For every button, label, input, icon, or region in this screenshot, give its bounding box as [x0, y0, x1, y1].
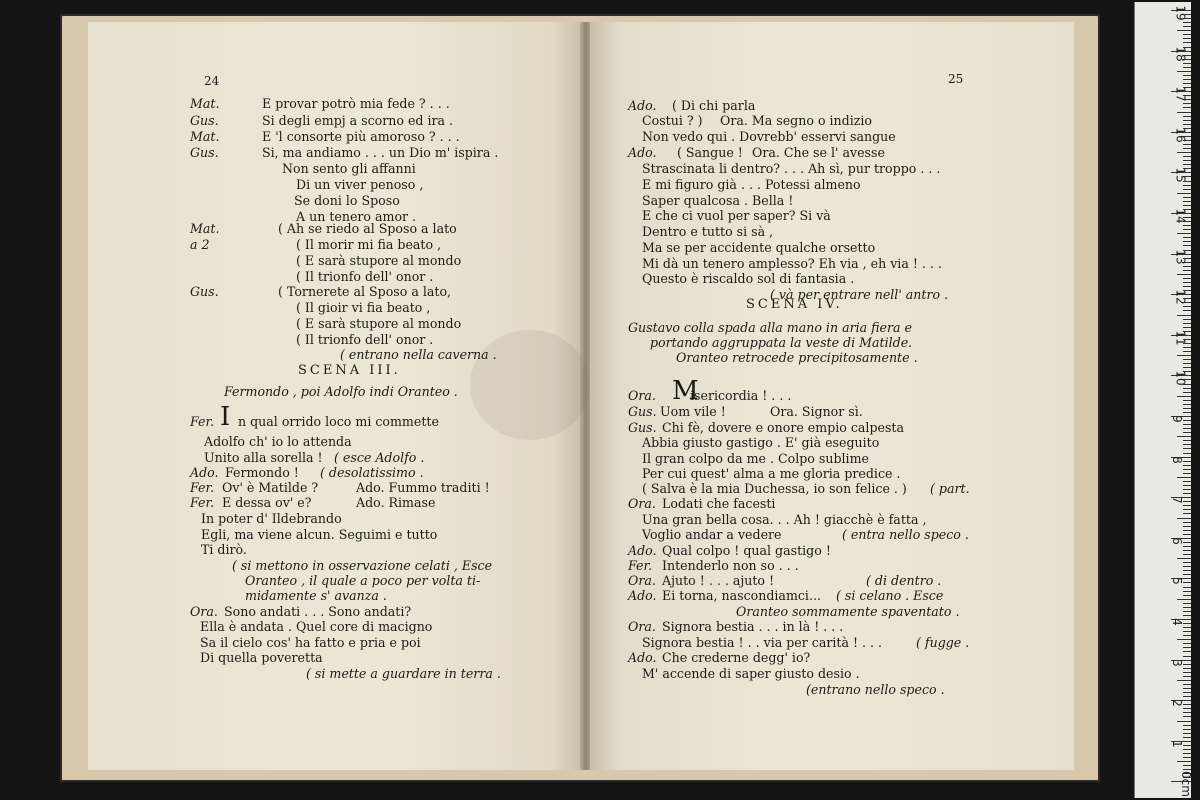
- dialogue-line-line: Ella è andata . Quel core di macigno: [200, 619, 433, 634]
- ruler-tick: [1183, 562, 1191, 563]
- ruler-tick: [1183, 367, 1191, 368]
- ruler-label: 8: [1169, 455, 1184, 464]
- dialogue-line-speaker: Ora.: [190, 604, 218, 619]
- ruler-label: 4: [1169, 618, 1184, 626]
- ruler-tick: [1177, 274, 1191, 275]
- ruler-tick: [1183, 327, 1191, 328]
- ruler-tick: [1183, 144, 1191, 145]
- ruler-tick: [1183, 603, 1191, 604]
- dialogue-line-line: Ei torna, nascondiamci...: [662, 588, 821, 603]
- verse-line-line: Ma se per accidente qualche orsetto: [642, 240, 876, 255]
- dialogue-line-line: M' accende di saper giusto desio .: [642, 666, 860, 681]
- ruler-tick: [1183, 708, 1191, 709]
- ruler-tick: [1183, 404, 1191, 405]
- dialogue-line-line: In poter d' Ildebrando: [201, 511, 342, 526]
- ruler-tick: [1183, 63, 1191, 64]
- dialogue-line-line: Uom vile !: [660, 404, 726, 419]
- ruler-tick: [1183, 465, 1191, 466]
- ruler-label: 13: [1173, 248, 1188, 265]
- page-number: 25: [948, 72, 964, 86]
- ruler-tick: [1183, 493, 1191, 494]
- ruler-tick: [1183, 241, 1191, 242]
- dialogue-line-line: Ov' è Matilde ?: [222, 480, 319, 495]
- ruler-tick: [1183, 615, 1191, 616]
- ruler-tick: [1183, 22, 1191, 23]
- ruler-tick: [1183, 635, 1191, 636]
- dialogue-line-line: Signora bestia ! . . via per carità ! . . .: [642, 635, 883, 650]
- dialogue-line-line: E dessa ov' e?: [222, 495, 312, 510]
- verse-line-speaker: Mat.: [190, 221, 220, 236]
- dialogue-line-speaker: Fer.: [190, 495, 215, 510]
- dialogue-line-line: Egli, ma viene alcun. Seguimi e tutto: [201, 527, 438, 542]
- ruler-tick: [1183, 420, 1191, 421]
- ruler-tick: [1183, 753, 1191, 754]
- verse-line-line: ( entrano nella caverna .: [340, 347, 497, 362]
- scene-description: Fermondo , poi Adolfo indi Oranteo .: [224, 384, 458, 399]
- ruler-tick: [1183, 156, 1191, 157]
- verse-line-line: ( Di chi parla: [672, 98, 756, 113]
- ruler-label: 17: [1173, 86, 1188, 102]
- ruler-tick: [1183, 513, 1191, 514]
- ruler-tick: [1183, 319, 1191, 320]
- ruler-tick: [1183, 676, 1191, 677]
- ruler-tick: [1183, 611, 1191, 612]
- ruler-tick: [1183, 197, 1191, 198]
- ruler-tick: [1183, 310, 1191, 311]
- ruler-tick: [1183, 591, 1191, 592]
- ruler-label: 14: [1173, 208, 1188, 224]
- dialogue-line-line: Ado. Fummo traditi !: [356, 480, 490, 495]
- page-number: 24: [204, 74, 220, 88]
- ruler-tick: [1177, 477, 1191, 478]
- verse-line-speaker: a 2: [190, 237, 210, 252]
- ruler-tick: [1183, 225, 1191, 226]
- verse-line-speaker: Ado.: [628, 98, 657, 113]
- ruler-label: 7: [1169, 496, 1184, 505]
- verse-line-line: ( E sarà stupore al mondo: [296, 316, 462, 331]
- ruler-tick: [1183, 473, 1191, 474]
- dialogue-line-speaker: Ora.: [628, 573, 656, 588]
- ruler-tick: [1183, 103, 1191, 104]
- ruler-tick: [1183, 461, 1191, 462]
- dialogue-line-line: Voglio andar a vedere: [642, 527, 782, 542]
- dialogue-line-line: Di quella poveretta: [200, 650, 323, 665]
- verse-line-speaker: Gus.: [190, 113, 219, 128]
- dialogue-line-line: ( di dentro .: [866, 573, 942, 588]
- verse-line-line: Questo è riscaldo sol di fantasia .: [642, 271, 855, 286]
- ruler-tick: [1177, 639, 1191, 640]
- ruler-tick: [1183, 607, 1191, 608]
- dialogue-line-line: Per cui quest' alma a me gloria predice .: [642, 466, 901, 481]
- verse-line-speaker: Mat.: [190, 129, 220, 144]
- verse-line-line: ( Il trionfo dell' onor .: [296, 332, 434, 347]
- dialogue-line-line: midamente s' avanza .: [245, 588, 387, 603]
- ruler-tick: [1183, 546, 1191, 547]
- ruler-tick: [1183, 237, 1191, 238]
- dialogue-line-speaker: Fer.: [628, 558, 653, 573]
- ruler-tick: [1177, 112, 1191, 113]
- verse-line-line: Si degli empj a scorno ed ira .: [262, 113, 454, 128]
- verse-line-line: ( Il gioir vi fia beato ,: [296, 300, 431, 315]
- ruler-tick: [1177, 680, 1191, 681]
- verse-line-line: E che ci vuol per saper? Si và: [642, 208, 831, 223]
- dialogue-line-speaker: Ado.: [190, 465, 219, 480]
- ruler-tick: [1177, 233, 1191, 234]
- ruler-tick: [1183, 688, 1191, 689]
- dialogue-line-drop-cap: M: [672, 376, 699, 406]
- ruler-label: 9: [1169, 415, 1184, 423]
- ruler-tick: [1183, 282, 1191, 283]
- ruler-tick: [1183, 469, 1191, 470]
- ruler-tick: [1183, 627, 1191, 628]
- dialogue-line-speaker: Gus.: [628, 404, 657, 419]
- verse-line-line: E provar potrò mia fede ? . . .: [262, 96, 450, 111]
- dialogue-line-speaker: Ado.: [628, 543, 657, 558]
- ruler-tick: [1183, 201, 1191, 202]
- verse-line-line: Non vedo qui . Dovrebb' esservi sangue: [642, 129, 896, 144]
- ruler-tick: [1183, 725, 1191, 726]
- ruler-tick: [1183, 542, 1191, 543]
- ruler-tick: [1183, 453, 1191, 454]
- ruler-tick: [1183, 664, 1191, 665]
- ruler-tick: [1183, 692, 1191, 693]
- ruler-tick: [1183, 120, 1191, 121]
- ruler-tick: [1183, 424, 1191, 425]
- dialogue-line-line: isericordia ! . . .: [690, 388, 792, 403]
- dialogue-line-line: Che crederne degg' io?: [662, 650, 811, 665]
- ruler-tick: [1183, 359, 1191, 360]
- ruler-tick: [1177, 355, 1191, 356]
- ruler-tick: [1183, 643, 1191, 644]
- ruler-tick: [1183, 566, 1191, 567]
- dialogue-line-line: ( si mette a guardare in terra .: [306, 666, 501, 681]
- ruler-tick: [1183, 148, 1191, 149]
- ruler-tick: [1183, 530, 1191, 531]
- ruler-tick: [1183, 38, 1191, 39]
- verse-line-line: Costui ? ): [642, 113, 703, 128]
- dialogue-line-line: ( fugge .: [916, 635, 970, 650]
- verse-line-speaker: Gus.: [190, 284, 219, 299]
- verse-line-line: ( Il trionfo dell' onor .: [296, 269, 434, 284]
- dialogue-line-line: Qual colpo ! qual gastigo !: [662, 543, 831, 558]
- ruler-tick: [1183, 757, 1191, 758]
- verse-line-line: A un tenero amor .: [296, 209, 417, 224]
- ruler-label: 2: [1169, 699, 1184, 708]
- ruler-tick: [1183, 631, 1191, 632]
- verse-line-line: Dentro e tutto si sà ,: [642, 224, 774, 239]
- ruler-tick: [1183, 570, 1191, 571]
- dialogue-line-line: Intenderlo non so . . .: [662, 558, 799, 573]
- ruler-tick: [1183, 729, 1191, 730]
- ruler-tick: [1183, 481, 1191, 482]
- dialogue-line-speaker: Ora.: [628, 388, 656, 403]
- ruler-tick: [1183, 412, 1191, 413]
- ruler-tick: [1183, 400, 1191, 401]
- ruler-tick: [1183, 185, 1191, 186]
- dialogue-line-drop-cap: I: [220, 402, 231, 432]
- ruler-tick: [1177, 761, 1191, 762]
- ruler-tick: [1183, 444, 1191, 445]
- ruler-tick: [1177, 30, 1191, 31]
- verse-line-speaker: Gus.: [190, 145, 219, 160]
- dialogue-line-line: ( esce Adolfo .: [334, 450, 425, 465]
- ruler-tick: [1183, 574, 1191, 575]
- dialogue-line-line: Ora. Signor sì.: [770, 404, 863, 419]
- ruler-tick: [1183, 229, 1191, 230]
- ruler-label: 1: [1169, 739, 1184, 748]
- ruler-tick: [1183, 716, 1191, 717]
- dialogue-line-speaker: Ado.: [628, 650, 657, 665]
- ruler-tick: [1183, 668, 1191, 669]
- scene-description: Gustavo colla spada alla mano in aria fiera e: [628, 320, 912, 335]
- dialogue-line-speaker: Ora.: [628, 619, 656, 634]
- dialogue-line-line: Fermondo !: [225, 465, 299, 480]
- ruler-tick: [1177, 721, 1191, 722]
- dialogue-line-line: Abbia giusto gastigo . E' già eseguito: [642, 435, 880, 450]
- ruler-tick: [1183, 67, 1191, 68]
- ruler-tick: [1183, 286, 1191, 287]
- dialogue-line-line: Ti dirò.: [201, 542, 247, 557]
- ruler-label: 0cm: [1178, 771, 1193, 798]
- dialogue-line-line: (entrano nello speco .: [806, 682, 945, 697]
- dialogue-line-line: Sa il cielo cos' ha fatto e pria e poi: [200, 635, 421, 650]
- ruler-tick: [1183, 550, 1191, 551]
- ruler-tick: [1177, 558, 1191, 559]
- ruler-tick: [1183, 745, 1191, 746]
- ruler-tick: [1183, 75, 1191, 76]
- ruler-tick: [1183, 408, 1191, 409]
- ruler-tick: [1183, 347, 1191, 348]
- dialogue-line-line: Ajuto ! . . . ajuto !: [662, 573, 775, 588]
- ruler-tick: [1177, 152, 1191, 153]
- ruler-tick: [1183, 704, 1191, 705]
- ruler-tick: [1183, 522, 1191, 523]
- ruler-tick: [1183, 582, 1191, 583]
- verse-line-line: Di un viver penoso ,: [296, 177, 424, 192]
- verse-line-line: ( Tornerete al Sposo a lato,: [278, 284, 452, 299]
- verse-line-line: ( Ah se riedo al Sposo a lato: [278, 221, 457, 236]
- ruler-label: 19: [1173, 5, 1188, 21]
- verse-line-line: E mi figuro già . . . Potessi almeno: [642, 177, 861, 192]
- dialogue-line-speaker: Fer.: [190, 480, 215, 495]
- ruler-tick: [1183, 737, 1191, 738]
- ruler-label: 11: [1173, 330, 1188, 346]
- ruler-tick: [1183, 266, 1191, 267]
- dialogue-line-line: Oranteo , il quale a poco per volta ti-: [245, 573, 481, 588]
- ruler-tick: [1183, 83, 1191, 84]
- dialogue-line-line: Sono andati . . . Sono andati?: [224, 604, 412, 619]
- dialogue-line-line: ( si celano . Esce: [836, 588, 944, 603]
- ruler-tick: [1183, 432, 1191, 433]
- measurement-ruler: [1134, 2, 1191, 798]
- dialogue-line-line: Chi fè, dovere e onore empio calpesta: [662, 420, 904, 435]
- verse-line-line: ( Sangue !: [677, 145, 743, 160]
- ruler-tick: [1183, 733, 1191, 734]
- dialogue-line-speaker: Ado.: [628, 588, 657, 603]
- verse-line-line: Strascinata li dentro? . . . Ah sì, pur troppo . . .: [642, 161, 941, 176]
- ruler-tick: [1183, 388, 1191, 389]
- ruler-tick: [1183, 672, 1191, 673]
- verse-line-line: Mi dà un tenero amplesso? Eh via , eh via ! . . .: [642, 256, 942, 271]
- ruler-tick: [1177, 315, 1191, 316]
- ruler-tick: [1183, 647, 1191, 648]
- dialogue-line-speaker: Ora.: [628, 496, 656, 511]
- dialogue-line-line: ( Salva è la mia Duchessa, io son felice . ): [642, 481, 907, 496]
- ruler-tick: [1183, 440, 1191, 441]
- ruler-tick: [1183, 534, 1191, 535]
- ruler-tick: [1183, 684, 1191, 685]
- dialogue-line-speaker: Fer.: [190, 414, 215, 429]
- ruler-tick: [1183, 749, 1191, 750]
- ruler-tick: [1183, 116, 1191, 117]
- ruler-label: 3: [1169, 658, 1184, 667]
- ruler-label: 12: [1173, 289, 1188, 305]
- dialogue-line-line: Lodati che facesti: [662, 496, 776, 511]
- dialogue-line-line: Signora bestia . . . in là ! . . .: [662, 619, 844, 634]
- ruler-tick: [1183, 278, 1191, 279]
- verse-line-line: Se doni lo Sposo: [294, 193, 400, 208]
- ruler-tick: [1183, 34, 1191, 35]
- ruler-tick: [1183, 448, 1191, 449]
- ruler-tick: [1183, 189, 1191, 190]
- ruler-tick: [1183, 554, 1191, 555]
- ruler-tick: [1183, 587, 1191, 588]
- ruler-tick: [1177, 599, 1191, 600]
- ruler-tick: [1177, 396, 1191, 397]
- ruler-tick: [1183, 623, 1191, 624]
- verse-line-line: Saper qualcosa . Bella !: [642, 193, 794, 208]
- ruler-tick: [1183, 509, 1191, 510]
- ruler-tick: [1183, 595, 1191, 596]
- ruler-label: 18: [1173, 45, 1188, 62]
- ruler-tick: [1183, 656, 1191, 657]
- ruler-tick: [1183, 505, 1191, 506]
- dialogue-line-line: ( desolatissimo .: [320, 465, 424, 480]
- verse-line-line: Ora. Ma segno o indizio: [720, 113, 872, 128]
- ruler-tick: [1183, 712, 1191, 713]
- ruler-tick: [1183, 323, 1191, 324]
- ruler-tick: [1183, 392, 1191, 393]
- ruler-label: 5: [1169, 577, 1184, 586]
- scene-title: SCENA III.: [298, 363, 401, 378]
- ruler-label: 16: [1173, 127, 1188, 143]
- ruler-tick: [1183, 651, 1191, 652]
- verse-line-line: ( E sarà stupore al mondo: [296, 253, 462, 268]
- scene-description: Oranteo retrocede precipitosamente .: [676, 350, 918, 365]
- ruler-tick: [1177, 436, 1191, 437]
- ruler-tick: [1177, 518, 1191, 519]
- ruler-tick: [1183, 501, 1191, 502]
- verse-line-line: Ora. Che se l' avesse: [752, 145, 885, 160]
- dialogue-line-line: ( si mettono in osservazione celati , Esce: [232, 558, 493, 573]
- dialogue-line-line: ( part.: [930, 481, 970, 496]
- verse-line-line: ( và per entrare nell' antro .: [770, 287, 949, 302]
- dialogue-line-line: ( entra nello speco .: [842, 527, 969, 542]
- ruler-tick: [1183, 489, 1191, 490]
- ruler-tick: [1183, 270, 1191, 271]
- dialogue-line-line: Oranteo sommamente spaventato .: [736, 604, 960, 619]
- ruler-tick: [1177, 71, 1191, 72]
- verse-line-line: Non sento gli affanni: [282, 161, 416, 176]
- scene-description: portando aggruppata la veste di Matilde.: [650, 335, 913, 350]
- ruler-tick: [1183, 351, 1191, 352]
- dialogue-line-line: Unito alla sorella !: [204, 450, 323, 465]
- ruler-tick: [1183, 42, 1191, 43]
- verse-line-line: E 'l consorte più amoroso ? . . .: [262, 129, 460, 144]
- verse-line-line: ( Il morir mi fia beato ,: [296, 237, 442, 252]
- ruler-tick: [1183, 160, 1191, 161]
- ruler-tick: [1183, 26, 1191, 27]
- dialogue-line-line: Adolfo ch' io lo attenda: [204, 434, 352, 449]
- ruler-tick: [1183, 363, 1191, 364]
- ruler-tick: [1183, 245, 1191, 246]
- dialogue-line-line: n qual orrido loco mi commette: [238, 414, 439, 429]
- ruler-tick: [1183, 526, 1191, 527]
- dialogue-line-line: Ado. Rimase: [356, 495, 436, 510]
- ruler-label: 6: [1169, 536, 1184, 545]
- verse-line-speaker: Mat.: [190, 96, 220, 111]
- ruler-label: 10: [1173, 370, 1188, 387]
- dialogue-line-line: Il gran colpo da me . Colpo sublime: [642, 451, 869, 466]
- dialogue-line-speaker: Gus.: [628, 420, 657, 435]
- ruler-tick: [1183, 79, 1191, 80]
- ruler-tick: [1183, 124, 1191, 125]
- ruler-tick: [1177, 193, 1191, 194]
- ruler-label: 15: [1173, 167, 1188, 184]
- ruler-tick: [1183, 428, 1191, 429]
- scene-title: SCENA IV.: [746, 297, 843, 312]
- ruler-tick: [1183, 485, 1191, 486]
- ruler-tick: [1183, 107, 1191, 108]
- ruler-tick: [1183, 205, 1191, 206]
- ruler-tick: [1183, 306, 1191, 307]
- ruler-tick: [1183, 765, 1191, 766]
- ruler-tick: [1183, 164, 1191, 165]
- ruler-tick: [1183, 696, 1191, 697]
- verse-line-speaker: Ado.: [628, 145, 657, 160]
- verse-line-line: Si, ma andiamo . . . un Dio m' ispira .: [262, 145, 499, 160]
- dialogue-line-line: Una gran bella cosa. . . Ah ! giacchè è fatta ,: [642, 512, 927, 527]
